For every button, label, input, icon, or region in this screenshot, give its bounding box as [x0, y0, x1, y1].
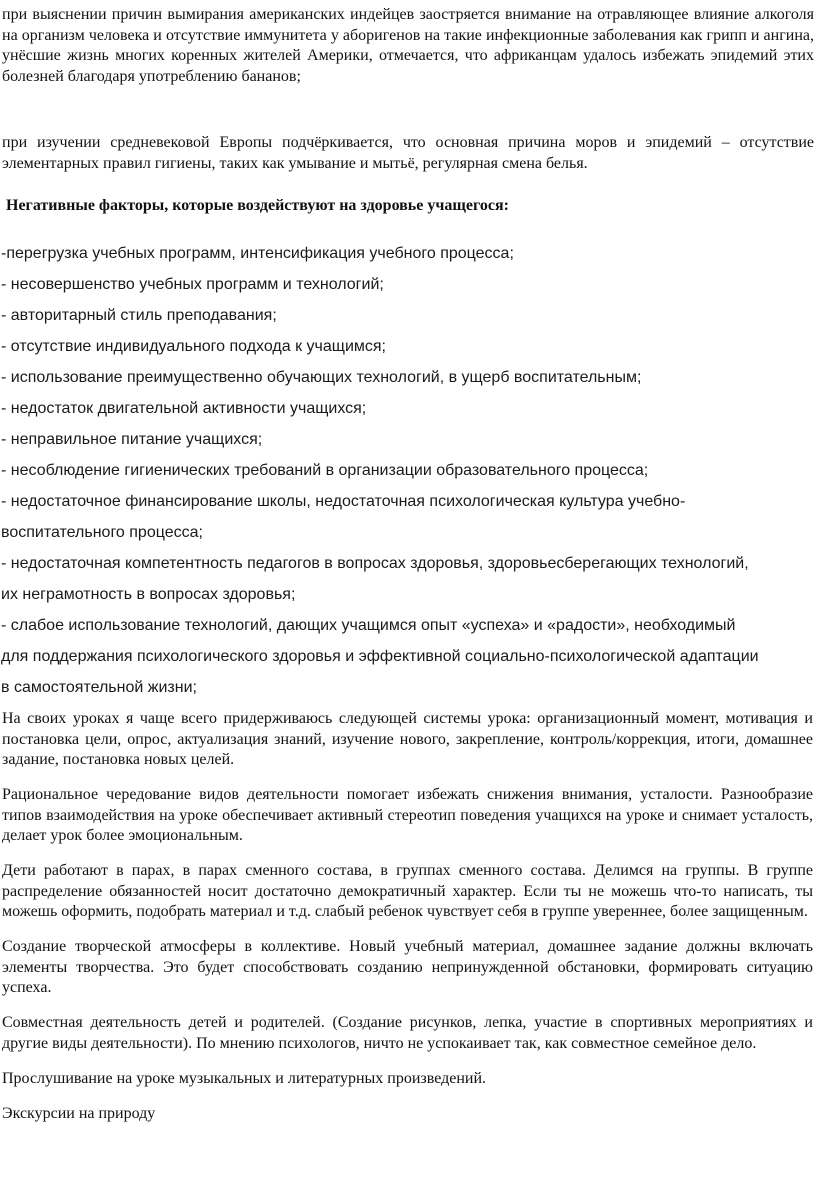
factors-list: [0, 238, 812, 703]
group-work-paragraph: Дети работают в парах, в парах сменного состава, в группах сменного состава. Делимся на группы. В группе распределение обязанностей носит достаточно демократичный характер. Если ты не можешь что-то написать, ты можешь оформить, подобрать материал и т.д. слабый ребенок чувствует себя в группе увереннее, более защищенным.: [2, 862, 813, 920]
list-item: - слабое использование технологий, дающих учащимся опыт «успеха» и «радости», необходимый: [1, 617, 736, 634]
list-item-continuation: воспитательного процесса;: [1, 524, 203, 541]
list-item: - отсутствие индивидуального подхода к учащимся;: [1, 338, 386, 355]
list-item-continuation: в самостоятельной жизни;: [1, 679, 197, 696]
lesson-description: [1, 709, 813, 1139]
list-item-continuation: для поддержания психологического здоровья и эффективной социально-психологической адаптации: [1, 648, 759, 665]
music-literature-paragraph: Прослушивание на уроке музыкальных и литературных произведений.: [2, 1069, 487, 1087]
list-item: - несоблюдение гигиенических требований в организации образовательного процесса;: [1, 462, 649, 479]
list-item: - недостаточное финансирование школы, недостаточная психологическая культура учебно-: [1, 493, 686, 510]
factors-heading: Негативные факторы, которые воздействуют на здоровье учащегося:: [6, 197, 509, 214]
list-item: - несовершенство учебных программ и технологий;: [1, 276, 384, 293]
excursions-paragraph: Экскурсии на природу: [2, 1104, 156, 1122]
intro-paragraph-europe: при изучении средневековой Европы подчёркивается, что основная причина моров и эпидемий – отсутствие элементарных правил гигиены, таких как умывание и мытьё, регулярная смена белья.: [2, 134, 814, 172]
list-item: - недостаток двигательной активности учащихся;: [1, 400, 367, 417]
list-item: -перегрузка учебных программ, интенсификация учебного процесса;: [1, 245, 514, 262]
intro-paragraph-americas: при выяснении причин вымирания американских индейцев заостряется внимание на отравляющее влияние алкоголя на организм человека и отсутствие иммунитета у аборигенов на такие инфекционные заболевания как грипп и ангина, унёсшие жизнь многих коренных жителей Америки, отмечается, что африканцам удалось избежать эпидемий этих болезней благодаря употреблению бананов;: [2, 6, 814, 85]
list-item-continuation: их неграмотность в вопросах здоровья;: [1, 586, 296, 603]
activity-alternation-paragraph: Рациональное чередование видов деятельности помогает избежать снижения внимания, усталости. Разнообразие типов взаимодействия на уроке обеспечивает активный стереотип поведения учащихся на уроке и снимает усталость, делает урок более эмоциональным.: [2, 786, 813, 844]
joint-activity-paragraph: Совместная деятельность детей и родителей. (Создание рисунков, лепка, участие в спортивных мероприятиях и другие виды деятельности). По мнению психологов, ничто не успокаивает так, как совместное семейное дело.: [2, 1014, 813, 1052]
list-item: - авторитарный стиль преподавания;: [1, 307, 277, 324]
creative-atmosphere-paragraph: Создание творческой атмосферы в коллективе. Новый учебный материал, домашнее задание должны включать элементы творчества. Это будет способствовать созданию непринужденной обстановки, формировать ситуацию успеха.: [2, 938, 813, 996]
list-item: - неправильное питание учащихся;: [1, 431, 263, 448]
list-item: - недостаточная компетентность педагогов в вопросах здоровья, здоровьесберегающих технологий,: [1, 555, 749, 572]
list-item: - использование преимущественно обучающих технологий, в ущерб воспитательным;: [1, 369, 642, 386]
lesson-structure-paragraph: На своих уроках я чаще всего придерживаюсь следующей системы урока: организационный момент, мотивация и постановка цели, опрос, актуализация знаний, изучение нового, закрепление, контроль/коррекция, итоги, домашнее задание, постановка новых целей.: [2, 710, 813, 768]
